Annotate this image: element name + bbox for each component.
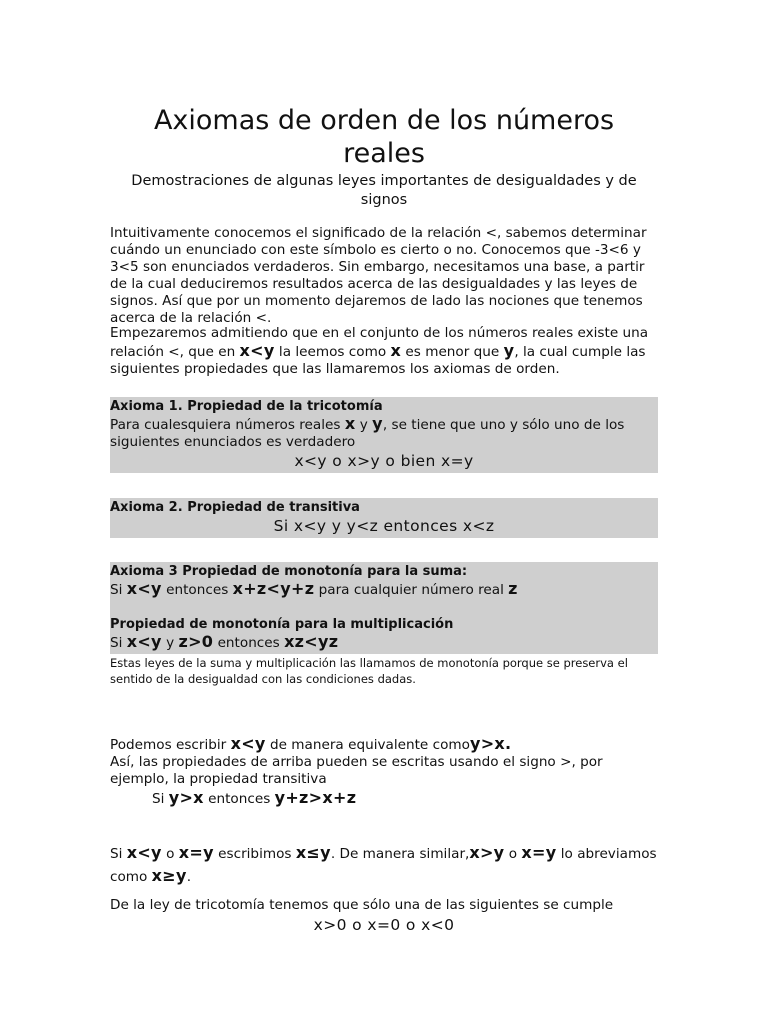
notation-paragraph: Si x<y o x=y escribimos x≤y. De manera similar,x>y o x=y lo abreviamos como x≥y.: [110, 843, 657, 885]
page-subtitle: Demostraciones de algunas leyes importantes de desigualdades y de signos: [131, 173, 637, 208]
axiom-3-title: Axioma 3 Propiedad de monotonía para la suma:: [110, 564, 468, 579]
equivalence-paragraph: Podemos escribir x<y de manera equivalente comoy>x. Así, las propiedades de arriba pueden se escritas usando el signo >, por ejemplo, la propiedad transitiva: [110, 734, 603, 787]
axiom-1-formula: x<y o x>y o bien x=y: [294, 452, 474, 470]
page-title: Axiomas de orden de los números reales: [153, 105, 615, 169]
axiom-2-formula: Si x<y y y<z entonces x<z: [273, 517, 495, 535]
intro-paragraph: Intuitivamente conocemos el significado de la relación <, sabemos determinar cuándo un enunciado con este símbolo es cierto o no. Conocemos que -3<6 y 3<5 son enunciados verdaderos. Sin embargo, necesitamos una base, a partir de la cual deduciremos resultados acerca de las desigualdades y las leyes de signos. Así que por un momento dejaremos de lado las nociones que tenemos acerca de la relación <.: [110, 225, 647, 326]
axiom-2-box: [110, 498, 658, 538]
axiom-1-text: Para cualesquiera números reales x y y, se tiene que uno y sólo uno de los siguientes enunciados es verdadero: [110, 414, 625, 450]
axiom-3-mult-text: Si x<y y z>0 entonces xz<yz: [110, 632, 339, 651]
axiom-1-box: [110, 397, 658, 473]
axiom-2-title: Axioma 2. Propiedad de transitiva: [110, 500, 360, 515]
monotony-note: Estas leyes de la suma y multiplicación las llamamos de monotonía porque se preserva el sentido de la desigualdad con las condiciones dadas.: [110, 656, 628, 686]
axioms-intro-paragraph: Empezaremos admitiendo que en el conjunto de los números reales existe una relación <, que en x<y la leemos como x es menor que y, la cual cumple las siguientes propiedades que las llamaremos los axiomas de orden.: [110, 325, 649, 377]
transitive-example: Si y>x entonces y+z>x+z: [152, 788, 357, 807]
axiom-3-mult-title: Propiedad de monotonía para la multiplicación: [110, 617, 454, 632]
trichotomy-formula: x>0 o x=0 o x<0: [313, 916, 455, 934]
axiom-3-sum-text: Si x<y entonces x+z<y+z para cualquier número real z: [110, 579, 518, 598]
axiom-3-box: [110, 562, 658, 654]
axiom-1-title: Axioma 1. Propiedad de la tricotomía: [110, 399, 383, 414]
trichotomy-paragraph: De la ley de tricotomía tenemos que sólo una de las siguientes se cumple: [110, 897, 614, 913]
